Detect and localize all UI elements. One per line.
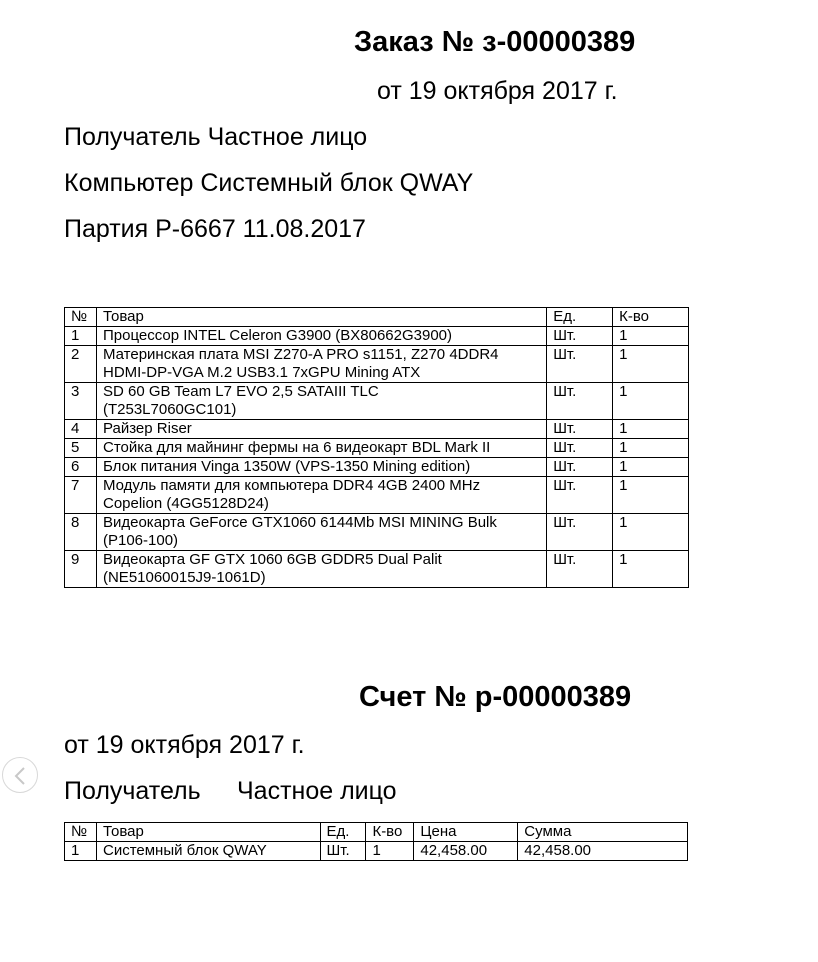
order-computer: Компьютер Системный блок QWAY — [64, 169, 474, 197]
table-row — [65, 420, 689, 439]
row-num: 7 — [65, 477, 97, 514]
row-qty: 1 — [366, 842, 414, 861]
row-qty: 1 — [613, 346, 689, 383]
row-item: Системный блок QWAY — [96, 842, 320, 861]
table-row — [65, 514, 689, 551]
row-num: 5 — [65, 439, 97, 458]
row-item — [96, 327, 546, 346]
order-recipient: Получатель Частное лицо — [64, 123, 368, 151]
row-item-line: Видеокарта GeForce GTX1060 6144Mb MSI MINING Bulk — [102, 514, 497, 531]
order-table — [64, 307, 689, 588]
row-item — [96, 439, 546, 458]
row-item — [96, 458, 546, 477]
row-item — [96, 383, 546, 420]
order-date: от 19 октября 2017 г. — [377, 77, 618, 105]
row-unit: Шт. — [547, 514, 613, 551]
row-num: 9 — [65, 551, 97, 588]
row-item-line: (NE51060015J9-1061D) — [102, 569, 266, 586]
row-qty: 1 — [613, 420, 689, 439]
row-num: 1 — [65, 327, 97, 346]
row-item-line: Блок питания Vinga 1350W (VPS-1350 Mining edition) — [102, 458, 471, 475]
table-row — [65, 439, 689, 458]
table-row — [65, 551, 689, 588]
row-unit: Шт. — [547, 458, 613, 477]
order-title: Заказ № з-00000389 — [354, 26, 636, 58]
row-item — [96, 346, 546, 383]
row-unit: Шт. — [320, 842, 366, 861]
invoice-table-header — [65, 823, 688, 842]
row-qty: 1 — [613, 477, 689, 514]
row-item — [96, 514, 546, 551]
row-item-line: Стойка для майнинг фермы на 6 видеокарт BDL Mark II — [102, 439, 491, 456]
row-num: 2 — [65, 346, 97, 383]
row-num: 1 — [65, 842, 97, 861]
col-sum-header: Сумма — [518, 823, 688, 842]
row-item — [96, 420, 546, 439]
invoice-title: Счет № р-00000389 — [359, 681, 632, 713]
row-item — [96, 477, 546, 514]
table-row — [65, 346, 689, 383]
row-item-line: (T253L7060GC101) — [102, 401, 237, 418]
row-unit: Шт. — [547, 346, 613, 383]
row-qty: 1 — [613, 551, 689, 588]
row-item-line: SD 60 GB Team L7 EVO 2,5 SATAIII TLC — [102, 383, 379, 400]
table-row — [65, 477, 689, 514]
row-item-line: HDMI-DP-VGA M.2 USB3.1 7xGPU Mining ATX — [102, 364, 421, 381]
row-qty: 1 — [613, 458, 689, 477]
row-num: 6 — [65, 458, 97, 477]
order-batch: Партия Р-6667 11.08.2017 — [64, 215, 366, 243]
col-unit-header: Ед. — [547, 308, 613, 327]
row-price: 42,458.00 — [414, 842, 518, 861]
row-unit: Шт. — [547, 477, 613, 514]
row-qty: 1 — [613, 514, 689, 551]
chevron-left-icon — [3, 758, 39, 794]
row-item-line: (P106-100) — [102, 532, 179, 549]
invoice-recipient-value: Частное лицо — [237, 777, 397, 805]
table-row — [65, 383, 689, 420]
row-item — [96, 551, 546, 588]
row-item-line: Видеокарта GF GTX 1060 6GB GDDR5 Dual Palit — [102, 551, 442, 568]
order-table-header — [65, 308, 689, 327]
row-qty: 1 — [613, 327, 689, 346]
table-row — [65, 327, 689, 346]
table-row — [65, 458, 689, 477]
prev-page-button[interactable] — [2, 757, 38, 793]
row-item-line: Модуль памяти для компьютера DDR4 4GB 2400 MHz — [102, 477, 481, 494]
row-unit: Шт. — [547, 439, 613, 458]
invoice-recipient-label: Получатель — [64, 777, 201, 805]
col-num-header: № — [65, 308, 97, 327]
row-unit: Шт. — [547, 327, 613, 346]
row-num: 3 — [65, 383, 97, 420]
col-item-header: Товар — [96, 823, 320, 842]
invoice-table — [64, 822, 688, 861]
table-row — [65, 842, 688, 861]
col-qty-header: К-во — [613, 308, 689, 327]
row-item-line: Райзер Riser — [102, 420, 192, 437]
col-num-header: № — [65, 823, 97, 842]
row-item-line: Copelion (4GG5128D24) — [102, 495, 269, 512]
col-price-header: Цена — [414, 823, 518, 842]
row-item-line: Процессор INTEL Celeron G3900 (BX80662G3900) — [102, 327, 453, 344]
row-num: 8 — [65, 514, 97, 551]
row-unit: Шт. — [547, 420, 613, 439]
invoice-date: от 19 октября 2017 г. — [64, 731, 305, 759]
col-unit-header: Ед. — [320, 823, 366, 842]
row-unit: Шт. — [547, 551, 613, 588]
row-qty: 1 — [613, 439, 689, 458]
row-unit: Шт. — [547, 383, 613, 420]
row-item-line: Материнская плата MSI Z270-A PRO s1151, Z270 4DDR4 — [102, 346, 499, 363]
row-qty: 1 — [613, 383, 689, 420]
col-qty-header: К-во — [366, 823, 414, 842]
col-item-header: Товар — [96, 308, 546, 327]
row-num: 4 — [65, 420, 97, 439]
row-sum: 42,458.00 — [518, 842, 688, 861]
